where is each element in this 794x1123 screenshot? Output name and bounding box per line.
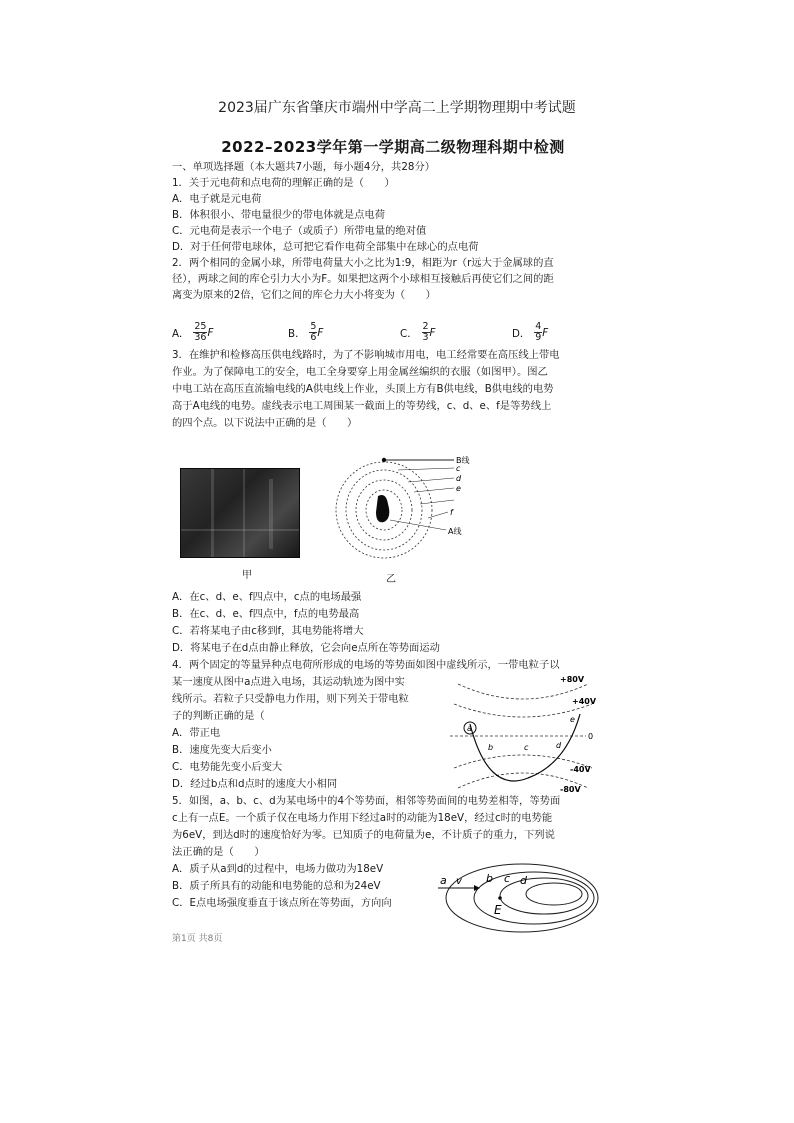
q2-options — [172, 322, 612, 342]
q5-equipotential-figure — [434, 856, 600, 936]
label-c: c — [456, 464, 461, 473]
label-d: d — [456, 474, 462, 483]
label-zero: 0 — [588, 732, 594, 741]
q4-label-d: d — [556, 741, 562, 750]
q5-line-1: 5．如图，a、b、c、d为某电场中的4个等势面，相邻等势面间的电势差相等，等势面 — [172, 795, 561, 807]
q5-label-a: a — [440, 874, 447, 887]
q2-option-a: A． $\frac{25}{36}$ F — [172, 321, 214, 343]
q3-line-5: 的四个点。以下说法中正确的是（ ） — [172, 417, 358, 429]
q4-option-a: A．带正电 — [172, 727, 221, 739]
label-e: e — [456, 484, 461, 493]
q3-option-b: B．在c、d、e、f四点中，f点的电势最高 — [172, 608, 360, 620]
fraction: $\frac{4}{9}$ — [535, 321, 542, 343]
q2-line-1: 2．两个相同的金属小球，所带电荷量大小之比为1:9，相距为r（r远大于金属球的直 — [172, 257, 554, 269]
scanned-exam-page — [158, 126, 628, 946]
fraction: $\frac{25}{36}$ — [194, 321, 207, 343]
q3-option-c: C．若将某电子由c移到f，其电势能将增大 — [172, 625, 364, 637]
q1-option-d: D．对于任何带电球体，总可把它看作电荷全部集中在球心的点电荷 — [172, 241, 479, 253]
q5-line-4: 法正确的是（ ） — [172, 846, 265, 858]
q4-label-e: e — [570, 715, 575, 724]
q4-line-1: 4．两个固定的等量异种点电荷所形成的电场的等势面如图中虚线所示，一带电粒子以 — [172, 659, 560, 671]
label-plus-80v: +80V — [560, 675, 585, 684]
q1-stem: 1．关于元电荷和点电荷的理解正确的是（ ） — [172, 177, 395, 189]
figure-caption-jia: 甲 — [242, 570, 252, 581]
q3-line-4: 高于A电线的电势。虚线表示电工周围某一截面上的等势线，c、d、e、f是等势线上 — [172, 400, 552, 412]
q4-line-3: 线所示。若粒子只受静电力作用，则下列关于带电粒 — [172, 693, 409, 705]
q2-option-b: B． $\frac{5}{6}$ F — [288, 321, 324, 343]
page-footer: 第1页 共8页 — [172, 934, 223, 944]
document-title: 2023届广东省肇庆市端州中学高二上学期物理期中考试题 — [218, 100, 576, 116]
q4-option-b: B．速度先变大后变小 — [172, 744, 272, 756]
q5-option-c: C．E点电场强度垂直于该点所在等势面，方向向 — [172, 897, 392, 909]
q2-line-2: 径），两球之间的库仑引力大小为F。如果把这两个小球相互接触后再使它们之间的距 — [172, 273, 554, 285]
figure-caption-yi: 乙 — [386, 574, 396, 585]
label-b-line: B线 — [456, 456, 470, 465]
label-plus-40v: +40V — [572, 697, 597, 706]
q5-option-a: A．质子从a到d的过程中，电场力做功为18eV — [172, 863, 384, 875]
q3-option-d: D．将某电子在d点由静止释放，它会向e点所在等势面运动 — [172, 642, 440, 654]
q3-option-a: A．在c、d、e、f四点中，c点的电场最强 — [172, 591, 362, 603]
q4-option-d: D．经过b点和d点时的速度大小相同 — [172, 778, 338, 790]
fraction: $\frac{2}{3}$ — [422, 321, 429, 343]
q5-option-b: B．质子所具有的动能和电势能的总和为24eV — [172, 880, 381, 892]
section-heading: 一、单项选择题（本大题共7小题，每小题4分，共28分） — [172, 161, 436, 173]
label-f: f — [450, 508, 453, 517]
exam-title: 2022–2023学年第一学期高二级物理科期中检测 — [221, 138, 565, 156]
q3-line-2: 作业。为了保障电工的安全，电工全身要穿上用金属丝编织的衣服（如图甲）。图乙 — [172, 366, 548, 378]
electrician-photo — [180, 468, 300, 558]
q4-label-c: c — [524, 743, 529, 752]
q5-label-E: E — [494, 903, 502, 917]
label-minus-80v: -80V — [560, 785, 581, 794]
equipotential-figure-yi — [328, 452, 478, 562]
q4-label-a: a — [467, 724, 472, 733]
q4-label-b: b — [488, 743, 494, 752]
q5-label-v: v — [456, 876, 462, 887]
q2-option-d: D． $\frac{4}{9}$ F — [512, 321, 549, 343]
label-a-line: A线 — [448, 527, 462, 536]
q5-label-c: c — [504, 872, 511, 885]
q5-label-d: d — [520, 874, 527, 887]
q2-option-c: C． $\frac{2}{3}$ F — [400, 321, 436, 343]
q2-line-3: 离变为原来的2倍，它们之间的库仑力大小将变为（ ） — [172, 289, 436, 301]
q1-option-c: C．元电荷是表示一个电子（或质子）所带电量的绝对值 — [172, 225, 427, 237]
q5-label-b: b — [486, 872, 493, 885]
q5-line-2: c上有一点E。一个质子仅在电场力作用下经过a时的动能为18eV，经过c时的电势能 — [172, 812, 553, 824]
q1-option-b: B．体积很小、带电量很少的带电体就是点电荷 — [172, 209, 386, 221]
q1-option-a: A．电子就是元电荷 — [172, 193, 262, 205]
q4-line-2: 某一速度从图中a点进入电场，其运动轨迹为图中实 — [172, 676, 405, 688]
q4-equipotential-figure — [448, 674, 598, 792]
fraction: $\frac{5}{6}$ — [310, 321, 317, 343]
q4-line-4: 子的判断正确的是（ — [172, 710, 265, 722]
q3-line-3: 中电工站在高压直流输电线的A供电线上作业，头顶上方有B供电线，B供电线的电势 — [172, 383, 554, 395]
q4-option-c: C．电势能先变小后变大 — [172, 761, 283, 773]
label-minus-40v: -40V — [570, 765, 591, 774]
q5-line-3: 为6eV，到达d时的速度恰好为零。已知质子的电荷量为e，不计质子的重力，下列说 — [172, 829, 555, 841]
q3-line-1: 3．在维护和检修高压供电线路时，为了不影响城市用电，电工经常要在高压线上带电 — [172, 349, 560, 361]
